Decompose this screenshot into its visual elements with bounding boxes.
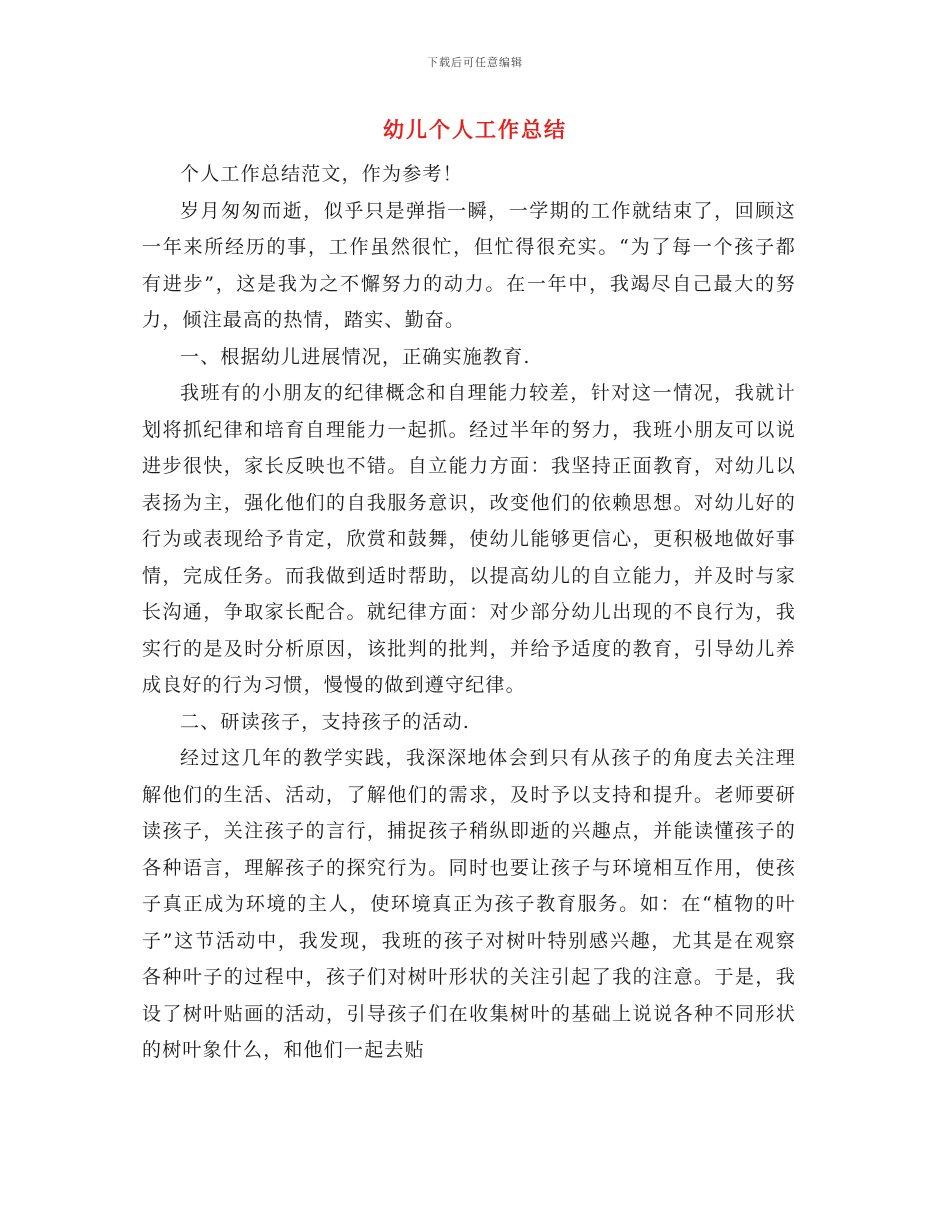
document-title: 幼儿个人工作总结 bbox=[383, 117, 567, 142]
document-body bbox=[142, 156, 796, 1069]
section-heading-2: 二、研读孩子，支持孩子的活动. bbox=[180, 710, 471, 733]
section-heading-1: 一、根据幼儿进展情况，正确实施教育. bbox=[180, 345, 531, 368]
paragraph-opening: 岁月匆匆而逝，似乎只是弹指一瞬，一学期的工作就结束了，回顾这一年来所经历的事，工作虽然很忙，但忙得很充实。“为了每一个孩子都有进步”，这是我为之不懈努力的动力。在一年中，我竭尽自己最大的努力，倾注最高的热情，踏实、勤奋。 bbox=[142, 199, 796, 331]
paragraph-section-1: 我班有的小朋友的纪律概念和自理能力较差，针对这一情况，我就计划将抓纪律和培育自理能力一起抓。经过半年的努力，我班小朋友可以说进步很快，家长反映也不错。自立能力方面：我坚持正面教育，对幼儿以表扬为主，强化他们的自我服务意识，改变他们的依赖思想。对幼儿好的行为或表现给予肯定，欣赏和鼓舞，使幼儿能够更信心，更积极地做好事情，完成任务。而我做到适时帮助，以提高幼儿的自立能力，并及时与家长沟通，争取家长配合。就纪律方面：对少部分幼儿出现的不良行为，我实行的是及时分析原因，该批判的批判，并给予适度的教育，引导幼儿养成良好的行为习惯，慢慢的做到遵守纪律。 bbox=[142, 382, 796, 696]
paragraph-intro: 个人工作总结范文，作为参考！ bbox=[180, 163, 463, 185]
paragraph-section-2: 经过这几年的教学实践，我深深地体会到只有从孩子的角度去关注理解他们的生活、活动，了解他们的需求，及时予以支持和提升。老师要研读孩子，关注孩子的言行，捕捉孩子稍纵即逝的兴趣点，并能读懂孩子的各种语言，理解孩子的探究行为。同时也要让孩子与环境相互作用，使孩子真正成为环境的主人，使环境真正为孩子教育服务。如：在“植物的叶子”这节活动中，我发现，我班的孩子对树叶特别感兴趣，尤其是在观察各种叶子的过程中，孩子们对树叶形状的关注引起了我的注意。于是，我设了树叶贴画的活动，引导孩子们在收集树叶的基础上说说各种不同形状的树叶象什么，和他们一起去贴 bbox=[142, 747, 796, 1061]
header-note: 下载后可任意编辑 bbox=[427, 56, 523, 69]
